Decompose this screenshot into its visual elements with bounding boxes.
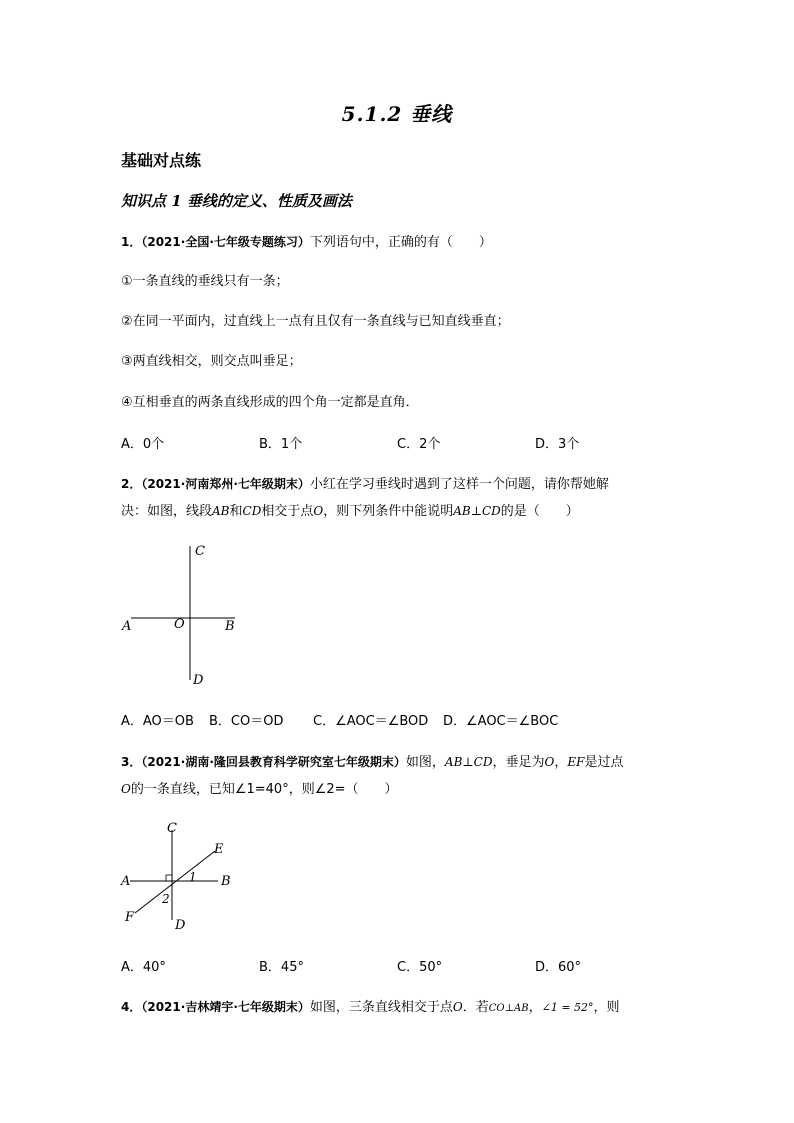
q2-option-b: B．CO＝OD — [209, 714, 284, 729]
q2-option-d: D．∠AOC＝∠BOC — [443, 714, 559, 729]
q3-source: （2021·湖南·隆回县教育科学研究室七年级期末） — [141, 755, 406, 769]
question-2 — [121, 473, 609, 492]
q1-option-d: D．3个 — [535, 437, 580, 452]
q2-text-c: ，则下列条件中能说明 — [323, 504, 454, 519]
q3-angle-1: 1 — [189, 870, 197, 884]
q1-option-a: A．0个 — [121, 437, 165, 452]
q2-source: （2021·河南郑州·七年级期末） — [141, 477, 310, 491]
q3-line-ef: EF — [567, 755, 585, 769]
q3-stem-line2 — [121, 778, 398, 797]
q2-label-a: A — [122, 619, 132, 634]
q2-option-a: A．AO＝OB — [121, 714, 194, 729]
q2-number: 2． — [121, 477, 142, 491]
q3-perp: AB⊥CD — [444, 755, 493, 769]
q3-text-d: 是过点 — [584, 755, 624, 770]
q4-point-o: O — [452, 1000, 463, 1014]
q2-option-c: C．∠AOC＝∠BOD — [313, 714, 429, 729]
q4-text-b: ．若 — [462, 1000, 489, 1015]
question-3 — [121, 751, 623, 770]
q4-text-c: ， — [528, 1000, 542, 1015]
q1-number: 1． — [121, 235, 142, 249]
q3-text-a: 如图， — [405, 755, 445, 770]
q3-label-d: D — [175, 918, 186, 933]
q4-angle: ∠1 = 52° — [541, 1001, 594, 1014]
q3-right-angle-mark — [166, 875, 172, 881]
q3-foot: O — [544, 755, 555, 769]
q1-option-c: C．2个 — [397, 437, 441, 452]
q2-point-o: O — [313, 504, 324, 518]
q3-label-b: B — [221, 874, 231, 889]
q3-figure — [115, 815, 245, 935]
q4-text-d: ，则 — [593, 1000, 620, 1015]
q3-label-f: F — [125, 910, 135, 925]
q3-option-c: C．50° — [397, 960, 443, 975]
q2-label-o: O — [174, 617, 185, 632]
q2-text-b: 相交于点 — [261, 504, 314, 519]
knowledge-point-heading: 知识点 1 垂线的定义、性质及画法 — [121, 192, 352, 210]
q3-line-ef — [135, 851, 215, 913]
q3-option-d: D．60° — [535, 960, 582, 975]
q2-perp: AB⊥CD — [453, 504, 501, 518]
q4-number: 4． — [121, 1000, 142, 1014]
q4-perp: CO⊥AB — [488, 1003, 529, 1014]
q3-label-e: E — [214, 842, 224, 857]
q1-option-b: B．1个 — [259, 437, 303, 452]
q3-text-b: ，垂足为 — [492, 755, 545, 770]
q2-label-d: D — [193, 673, 204, 688]
q1-item-4: ④互相垂直的两条直线形成的四个角一定都是直角． — [121, 395, 419, 410]
q2-seg-cd: CD — [242, 504, 262, 518]
q3-point-o: O — [121, 782, 131, 796]
q1-stem: 下列语句中，正确的有（ ） — [309, 235, 492, 250]
q3-option-a: A．40° — [121, 960, 166, 975]
q2-text-a: 决：如图，线段 — [121, 504, 213, 519]
q1-item-1: ①一条直线的垂线只有一条； — [121, 274, 289, 289]
q1-source: （2021·全国·七年级专题练习） — [141, 235, 310, 249]
q3-angle-2: 2 — [162, 892, 170, 906]
section-heading: 基础对点练 — [121, 151, 202, 170]
q3-text-e: 的一条直线，已知∠1=40°，则∠2=（ ） — [130, 782, 398, 797]
question-4 — [121, 996, 620, 1015]
q2-label-b: B — [225, 619, 235, 634]
question-1 — [121, 231, 492, 250]
q1-item-3: ③两直线相交，则交点叫垂足； — [121, 354, 302, 369]
q3-option-b: B．45° — [259, 960, 304, 975]
q2-figure — [115, 540, 245, 690]
q4-source: （2021·吉林靖宇·七年级期末） — [141, 1000, 310, 1014]
q2-stem-line1: 小红在学习垂线时遇到了这样一个问题，请你帮她解 — [309, 477, 609, 492]
q2-label-c: C — [195, 544, 205, 559]
q3-number: 3． — [121, 755, 142, 769]
q3-label-a: A — [121, 874, 131, 889]
q3-label-c: C — [167, 821, 177, 836]
q1-item-2: ②在同一平面内，过直线上一点有且仅有一条直线与已知直线垂直； — [121, 314, 510, 329]
q2-text-and: 和 — [229, 504, 243, 519]
page-title: 5.1.2 垂线 — [341, 102, 453, 126]
q2-seg-ab: AB — [212, 504, 230, 518]
q2-text-d: 的是（ ） — [500, 504, 579, 519]
q2-stem-line2 — [121, 500, 579, 519]
q4-text-a: 如图，三条直线相交于点 — [309, 1000, 453, 1015]
q3-text-c: ， — [554, 755, 568, 770]
